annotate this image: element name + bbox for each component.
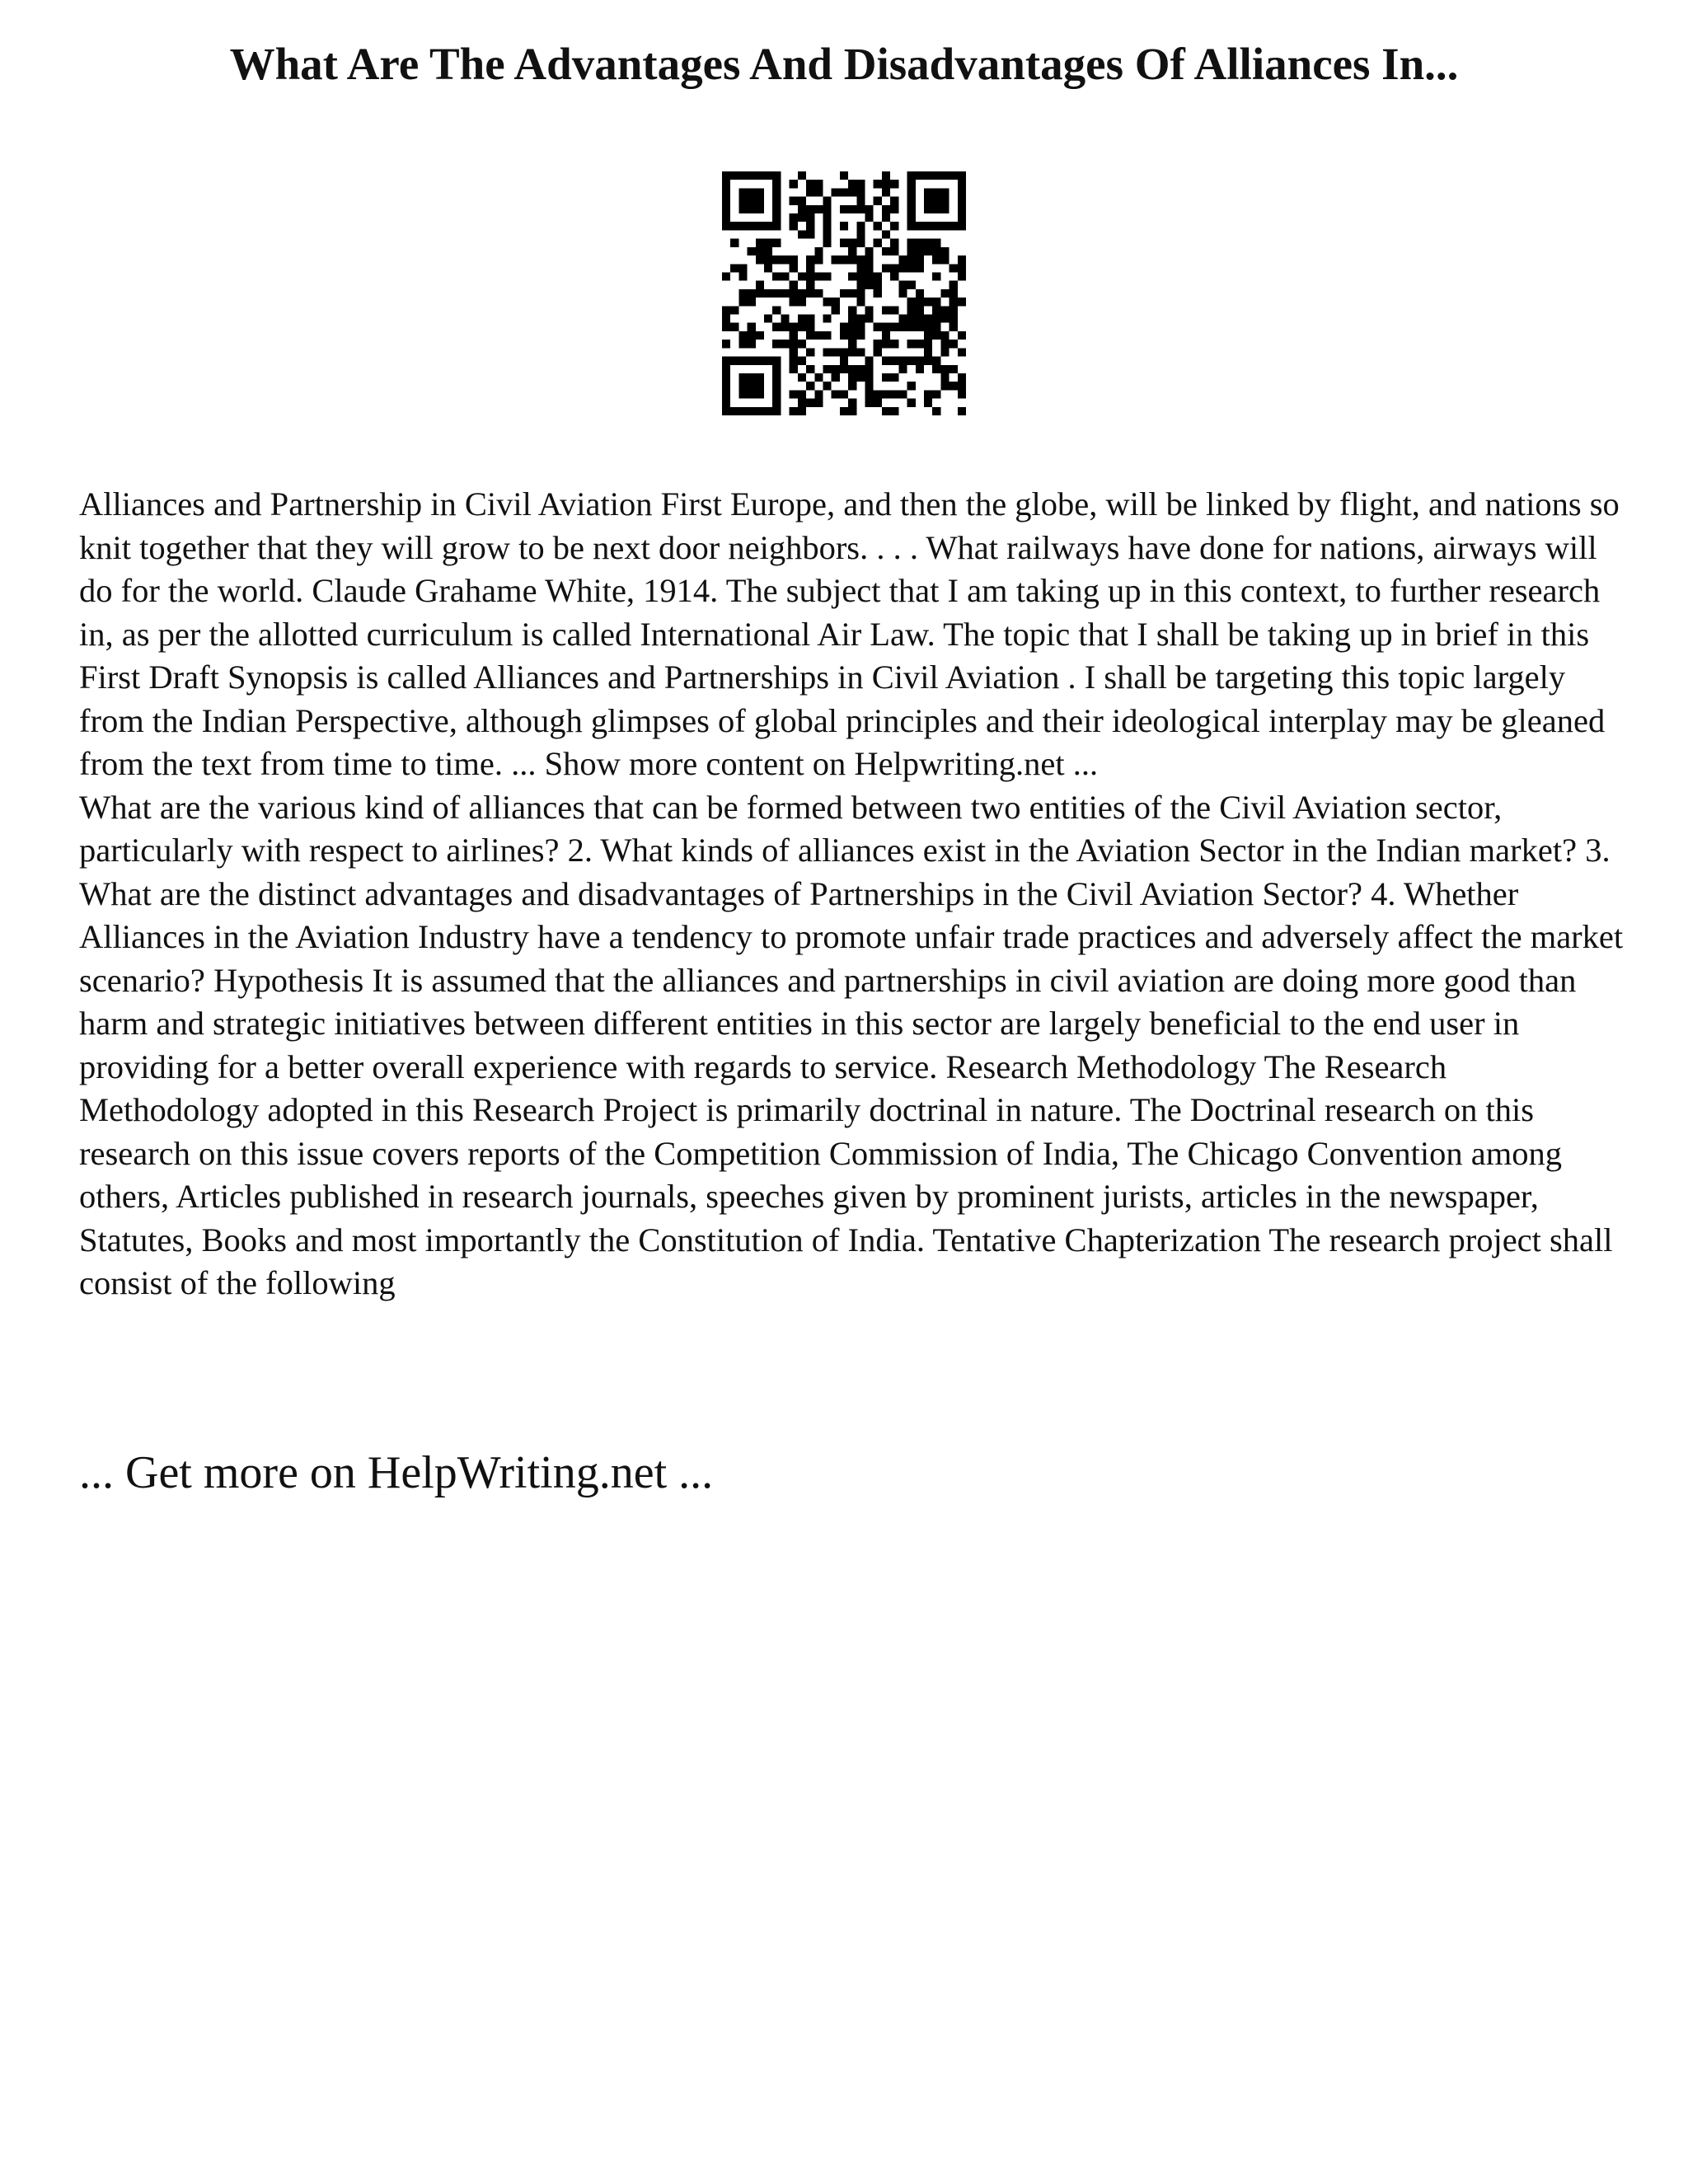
article-body — [79, 483, 1629, 1305]
page-title: What Are The Advantages And Disadvantages Of Alliances In... — [229, 39, 1459, 89]
qr-code-icon[interactable] — [722, 171, 966, 415]
paragraph-research-questions: What are the various kind of alliances that can be formed between two entities of the Civil Aviation sector, particularly with respect to airlines? 2. What kinds of alliances exist in the Aviation Sector in the Indian market? 3. What are the distinct advantages and disadvantages of Partnerships in the Civil Aviation Sector? 4. Whether Alliances in the Aviation Industry have a tendency to promote unfair trade practices and adversely affect the market scenario? Hypothesis It is assumed that the alliances and partnerships in civil aviation are doing more good than harm and strategic initiatives between different entities in this sector are largely beneficial to the end user in providing for a better overall experience with regards to service. Research Methodology The Research Methodology adopted in this Research Project is primarily doctrinal in nature. The Doctrinal research on this research on this issue covers reports of the Competition Commission of India, The Chicago Convention among others, Articles published in research journals, speeches given by prominent jurists, articles in the newspaper, Statutes, Books and most importantly the Constitution of India. Tentative Chapterization The research project shall consist of the following — [79, 788, 1624, 1301]
get-more-link[interactable]: ... Get more on HelpWriting.net ... — [79, 1447, 714, 1498]
paragraph-intro: Alliances and Partnership in Civil Aviation First Europe, and then the globe, will be linked by flight, and nations so knit together that they will grow to be next door neighbors. . . . What railways have done for nations, airways will do for the world. Claude Grahame White, 1914. The subject that I am taking up in this context, to further research in, as per the allotted curriculum is called International Air Law. The topic that I shall be taking up in brief in this First Draft Synopsis is called Alliances and Partnerships in Civil Aviation . I shall be targeting this topic largely from the Indian Perspective, although glimpses of global principles and their ideological interplay may be gleaned from the text from time to time. ... Show more content on Helpwriting.net ... — [79, 485, 1620, 782]
